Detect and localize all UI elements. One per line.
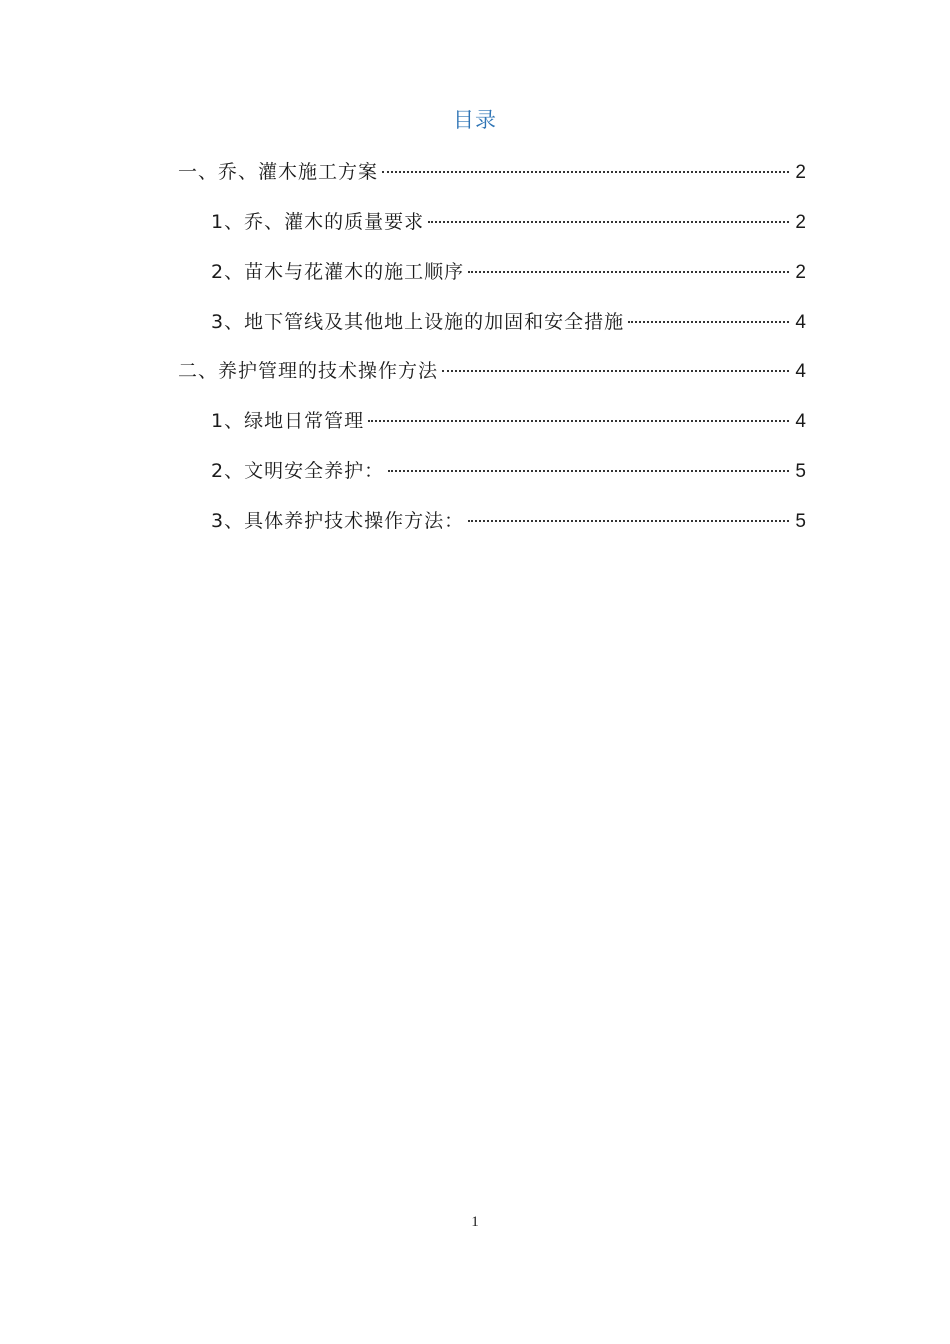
toc-dot-leader: [442, 370, 789, 372]
toc-entry-page: 2: [795, 162, 806, 183]
toc-dot-leader: [468, 520, 789, 522]
toc-entry-page: 5: [795, 461, 806, 482]
toc-entry-page: 4: [795, 312, 806, 333]
toc-dot-leader: [428, 221, 789, 223]
toc-entry-label: 2、苗木与花灌木的施工顺序: [211, 261, 465, 283]
toc-entry-page: 5: [795, 511, 806, 532]
toc-entry-section-2-2[interactable]: [211, 453, 806, 489]
toc-entry-label: 1、乔、灌木的质量要求: [211, 211, 425, 233]
toc-entry-section-2-1[interactable]: [211, 403, 806, 439]
toc-entry-page: 2: [795, 212, 806, 233]
toc-entry-label: 一、乔、灌木施工方案: [178, 161, 379, 183]
toc-entry-page: 4: [795, 361, 806, 382]
toc-entry-label: 3、地下管线及其他地上设施的加固和安全措施: [211, 311, 625, 333]
toc-dot-leader: [388, 470, 789, 472]
toc-dot-leader: [628, 321, 789, 323]
toc-entry-label: 二、养护管理的技术操作方法: [178, 360, 439, 382]
toc-entry-page: 4: [795, 411, 806, 432]
toc-dot-leader: [382, 171, 789, 173]
toc-dot-leader: [368, 420, 789, 422]
toc-entry-section-1-1[interactable]: [211, 204, 806, 240]
toc-entry-label: 2、文明安全养护：: [211, 460, 385, 482]
page-number: 1: [471, 1214, 479, 1230]
toc-entry-section-1-2[interactable]: [211, 254, 806, 290]
toc-title: 目录: [453, 108, 497, 132]
toc-entry-section-1-3[interactable]: [211, 304, 806, 340]
toc-entry-page: 2: [795, 262, 806, 283]
toc-entry-section-2-3[interactable]: [211, 503, 806, 539]
toc-entry-section-1[interactable]: [178, 154, 806, 190]
toc-dot-leader: [468, 271, 789, 273]
toc-entry-label: 1、绿地日常管理: [211, 410, 365, 432]
toc-entry-section-2[interactable]: [178, 353, 806, 389]
toc-entry-label: 3、具体养护技术操作方法：: [211, 510, 465, 532]
